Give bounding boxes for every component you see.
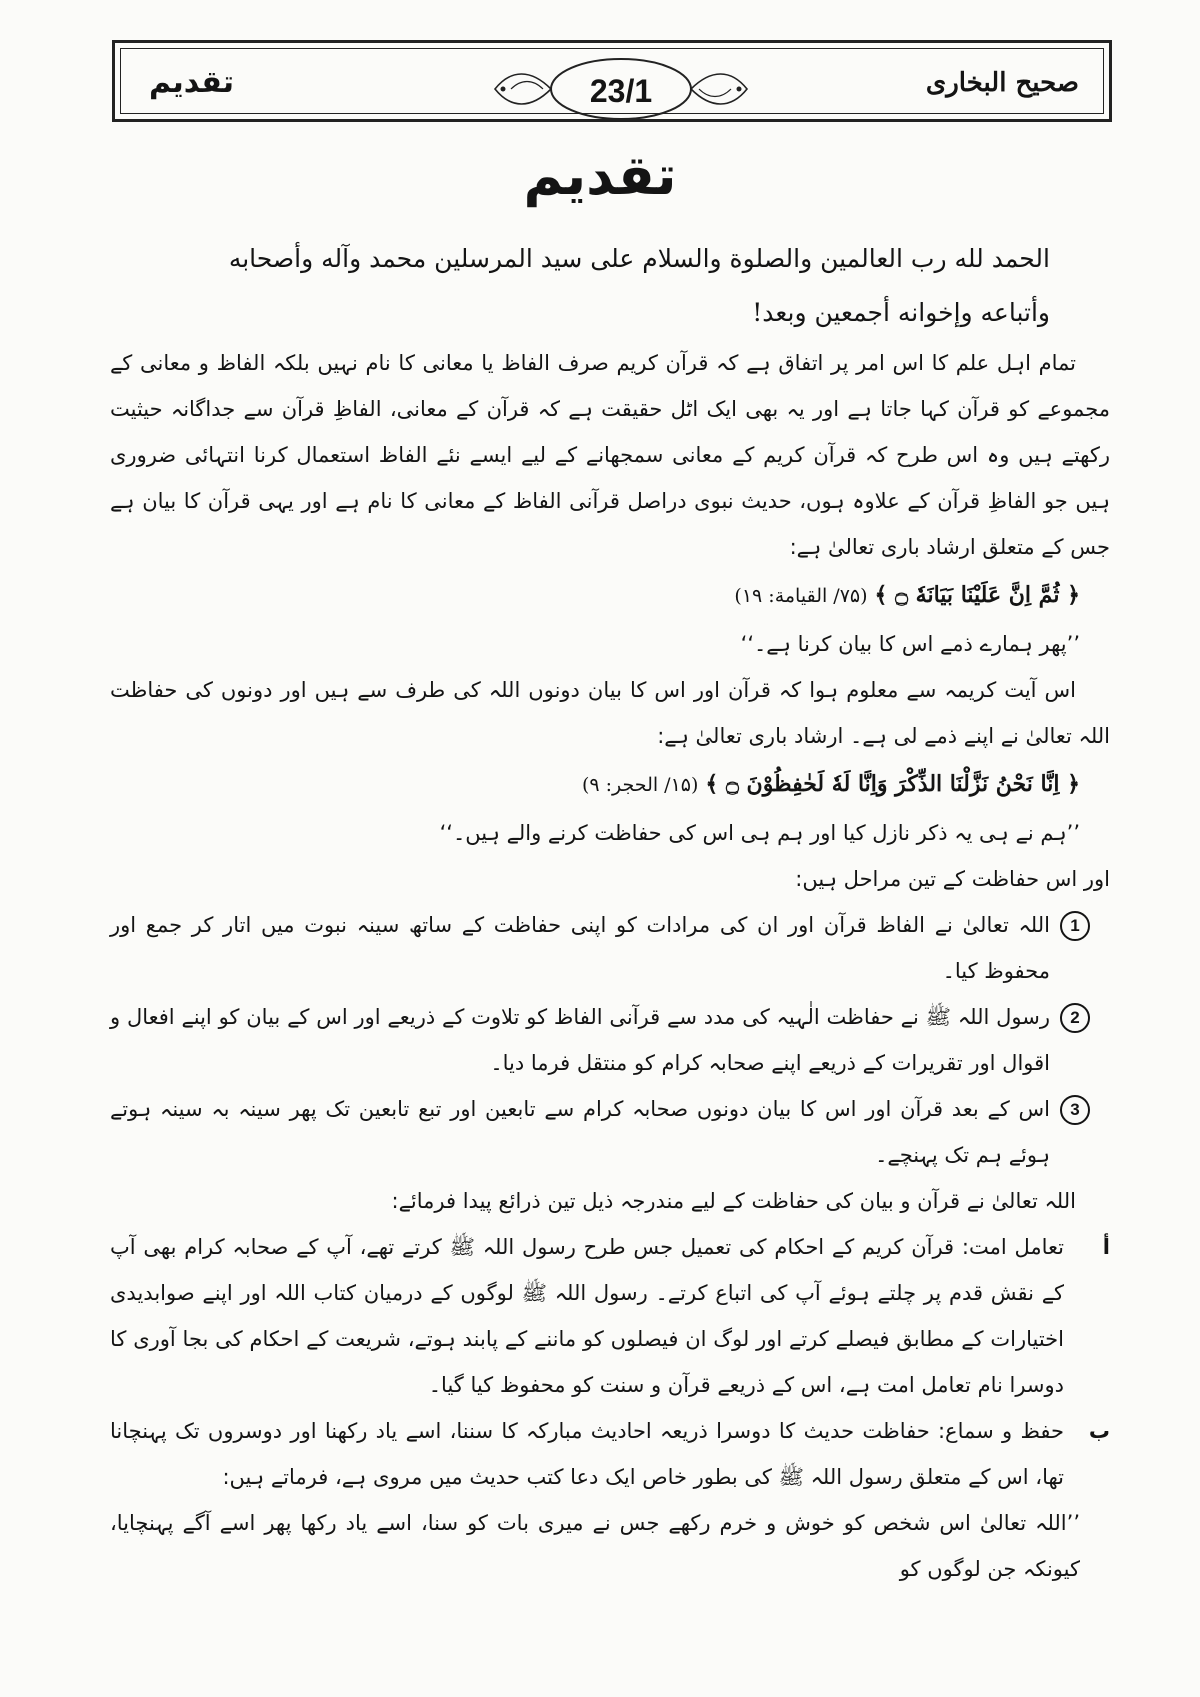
means-text: تعامل امت: قرآن کریم کے احکام کی تعمیل جس طرح رسول اللہ ﷺ کرتے تھے، آپ کے صحابہ کرام بھی آپ کے نقش قدم پر چلتے ہوئے آپ کی اتباع کرتے۔ رسول اللہ ﷺ لوگوں کے درمیان کتاب اللہ اور اپنے صوابدیدی اختیارات کے مطابق فیصلے کرتے اور لوگ ان فیصلوں کو ماننے کے پابند ہوتے، شریعت کے احکام کی بجا آوری کا دوسرا نام تعامل امت ہے، اس کے ذریعے قرآن و سنت کو محفوظ کیا گیا۔: [110, 1235, 1064, 1397]
means-letter: ب: [1088, 1419, 1110, 1443]
ayah-2-reference: (۱۵/ الحجر: ۹): [581, 774, 699, 796]
intro-paragraph: تمام اہل علم کا اس امر پر اتفاق ہے کہ قرآن کریم صرف الفاظ یا معانی کا نام نہیں بلکہ الفاظ و معانی کے مجموعے کو قرآن کہا جاتا ہے اور یہ بھی ایک اٹل حقیقت ہے کہ قرآن کے معانی، الفاظِ قرآن سے جداگانہ حیثیت رکھتے ہیں وہ اس طرح کہ قرآن کریم کے معانی سمجھانے کے لیے ایسے نئے الفاظ استعمال کرنا انتہائی ضروری ہیں جو الفاظِ قرآن کے علاوہ ہوں، حدیث نبوی دراصل قرآنی الفاظ کے معانی کا نام ہے اور یہی قرآن کا بیان ہے جس کے متعلق ارشاد باری تعالیٰ ہے:: [110, 351, 1110, 559]
ayah-2: [110, 759, 1110, 810]
header-inner-border: [120, 48, 1104, 114]
after-ayah-1-paragraph: اس آیت کریمہ سے معلوم ہوا کہ قرآن اور اس کا بیان دونوں اللہ کی طرف سے ہیں اور دونوں کی حفاظت اللہ تعالیٰ نے اپنے ذمے لی ہے۔ ارشاد باری تعالیٰ ہے:: [110, 678, 1110, 748]
stage-number-badge: 1: [1060, 911, 1090, 941]
page-body: [110, 232, 1110, 1592]
stage-item: [110, 994, 1110, 1086]
ayah-2-translation: ’’ہم نے ہی یہ ذکر نازل کیا اور ہم ہی اس کی حفاظت کرنے والے ہیں۔‘‘: [439, 821, 1080, 845]
stage-number-badge: 2: [1060, 1003, 1090, 1033]
final-quote: ’’اللہ تعالیٰ اس شخص کو خوش و خرم رکھے جس نے میری بات کو سنا، اسے یاد رکھا پھر اسے آگے پہنچایا، کیونکہ جن لوگوں کو: [110, 1511, 1080, 1581]
stage-text: اللہ تعالیٰ نے الفاظ قرآن اور ان کی مرادات کو اپنی حفاظت کے ساتھ سینہ نبوت میں اتار کر جمع اور محفوظ کیا۔: [110, 913, 1050, 983]
stage-number-badge: 3: [1060, 1095, 1090, 1125]
page-header: [112, 40, 1112, 122]
ayah-1-reference: (۷۵/ القيامة: ۱۹): [734, 585, 868, 607]
arabic-opening-line-2: وأتباعه وإخوانه أجمعین وبعد!: [752, 298, 1050, 327]
header-ornament: [491, 51, 751, 127]
means-intro: اللہ تعالیٰ نے قرآن و بیان کی حفاظت کے لیے مندرجہ ذیل تین ذرائع پیدا فرمائے:: [391, 1189, 1076, 1213]
ayah-1: [110, 570, 1110, 621]
ayah-2-text: ﴿ اِنَّا نَحْنُ نَزَّلْنَا الذِّكْرَ وَاِنَّا لَهٗ لَحٰفِظُوْنَ ۝ ﴾: [705, 771, 1080, 797]
means-item: [110, 1224, 1110, 1408]
means-item: [110, 1408, 1110, 1500]
ayah-1-text: ﴿ ثُمَّ اِنَّ عَلَيْنَا بَيَانَهٗ ۝ ﴾: [874, 582, 1080, 608]
book-title-logo: صحیح البخاری: [925, 68, 1079, 98]
stages-intro: اور اس حفاظت کے تین مراحل ہیں:: [795, 867, 1110, 891]
stage-item: [110, 902, 1110, 994]
page-title: تقدیم: [523, 144, 677, 207]
arabic-opening-line-1: الحمد لله رب العالمین والصلوة والسلام على سید المرسلین محمد وآله وأصحابه: [228, 244, 1050, 273]
ayah-1-translation: ’’پھر ہمارے ذمے اس کا بیان کرنا ہے۔‘‘: [740, 632, 1080, 656]
header-section-title: تقدیم: [149, 65, 234, 100]
page-number: 23/1: [589, 73, 653, 109]
means-letter: أ: [1102, 1235, 1110, 1259]
stage-item: [110, 1086, 1110, 1178]
stage-text: رسول اللہ ﷺ نے حفاظت الٰہیہ کی مدد سے قرآنی الفاظ کو تلاوت کے ذریعے اور اس کے بیان کو اپنے افعال و اقوال اور تقریرات کے ذریعے اپنے صحابہ کرام کو منتقل فرما دیا۔: [110, 1005, 1050, 1075]
means-text: حفظ و سماع: حفاظت حدیث کا دوسرا ذریعہ احادیث مبارکہ کا سننا، اسے یاد رکھنا اور دوسروں تک پہنچانا تھا، اس کے متعلق رسول اللہ ﷺ کی بطور خاص ایک دعا کتب حدیث میں مروی ہے، فرماتے ہیں:: [110, 1419, 1064, 1489]
stage-text: اس کے بعد قرآن اور اس کا بیان دونوں صحابہ کرام سے تابعین اور تبع تابعین تک پھر سینہ بہ سینہ ہوتے ہوئے ہم تک پہنچے۔: [110, 1097, 1050, 1167]
